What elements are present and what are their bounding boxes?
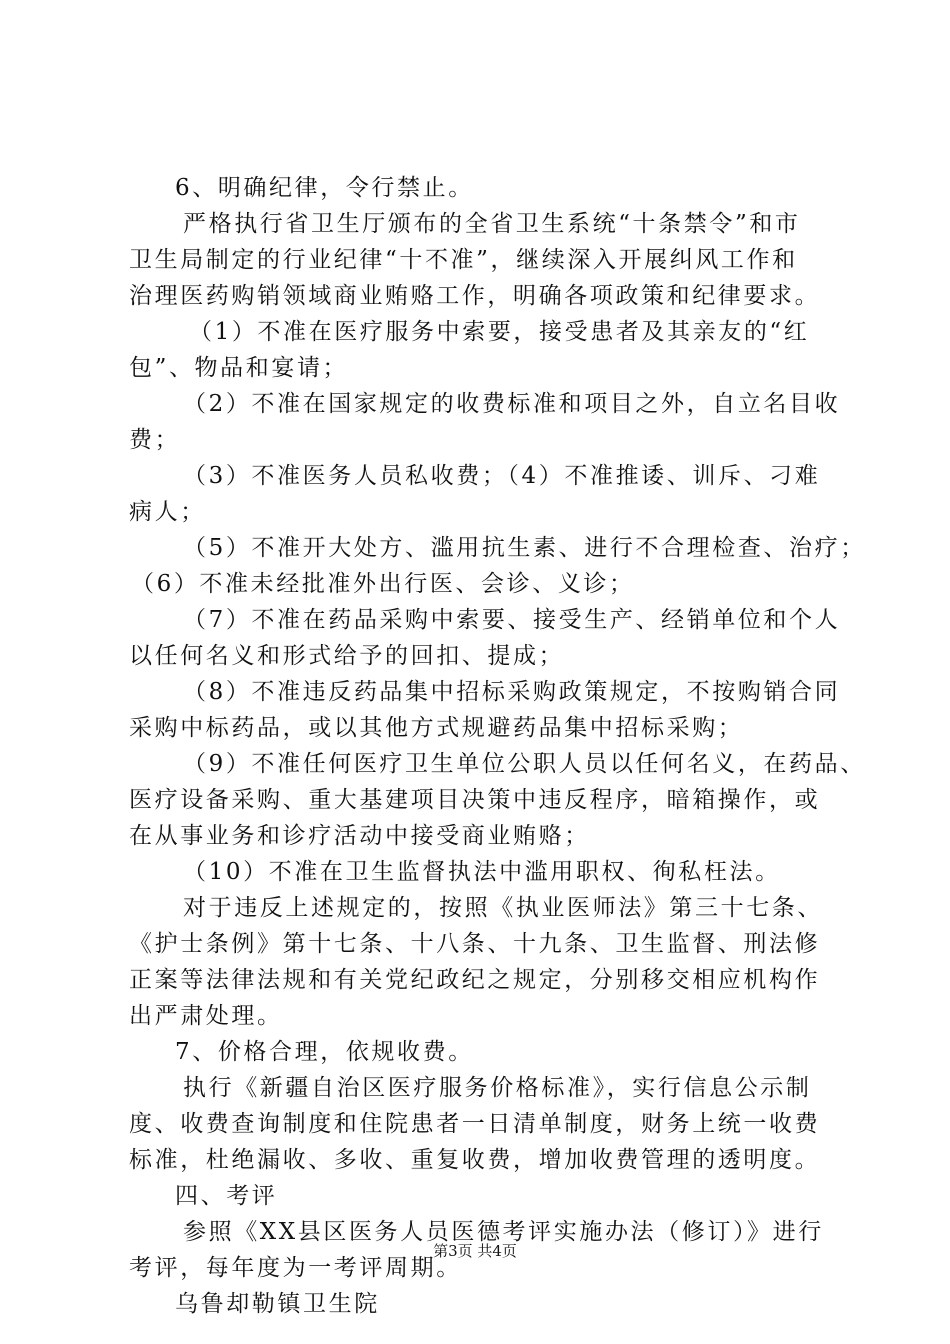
list-item-line: （6）不准未经批准外出行医、会诊、义诊；: [131, 571, 635, 597]
list-item-line: （8）不准违反药品集中招标采购政策规定，不按购销合同: [183, 679, 841, 705]
list-item-line: （3）不准医务人员私收费；（4）不准推诿、训斥、刁难: [183, 463, 821, 489]
list-item-line: 在从事业务和诊疗活动中接受商业贿赂；: [129, 823, 590, 849]
list-item-line: （10）不准在卫生监督执法中滥用职权、徇私枉法。: [183, 859, 781, 885]
signature-line: 乌鲁却勒镇卫生院: [175, 1291, 380, 1317]
list-item-line: 费；: [129, 427, 181, 453]
page-footer: 第3页 共4页: [433, 1242, 517, 1260]
paragraph-line: 标准，杜绝漏收、多收、重复收费，增加收费管理的透明度。: [129, 1147, 821, 1173]
section-heading: 6、明确纪律，令行禁止。: [175, 175, 474, 201]
paragraph-line: 参照《XX县区医务人员医德考评实施办法（修订）》进行: [183, 1219, 824, 1245]
list-item-line: 采购中标药品，或以其他方式规避药品集中招标采购；: [129, 715, 744, 741]
paragraph-line: 对于违反上述规定的，按照《执业医师法》第三十七条、: [183, 895, 823, 921]
list-item-line: 病人；: [129, 499, 206, 525]
list-item-line: （5）不准开大处方、滥用抗生素、进行不合理检查、治疗；: [183, 535, 866, 561]
paragraph-line: 度、收费查询制度和住院患者一日清单制度，财务上统一收费: [129, 1111, 821, 1137]
section-heading: 四、考评: [175, 1183, 278, 1209]
paragraph-line: 严格执行省卫生厅颁布的全省卫生系统“十条禁令”和市: [183, 211, 801, 237]
paragraph-line: 治理医药购销领域商业贿赂工作，明确各项政策和纪律要求。: [129, 283, 821, 309]
paragraph-line: 执行《新疆自治区医疗服务价格标准》，实行信息公示制: [183, 1075, 812, 1101]
section-heading: 7、价格合理，依规收费。: [175, 1039, 474, 1065]
list-item-line: （7）不准在药品采购中索要、接受生产、经销单位和个人: [183, 607, 841, 633]
list-item-line: （9）不准任何医疗卫生单位公职人员以任何名义，在药品、: [183, 751, 866, 777]
paragraph-line: 考评，每年度为一考评周期。: [129, 1255, 462, 1281]
list-item-line: （1）不准在医疗服务中索要，接受患者及其亲友的“红: [189, 319, 810, 345]
paragraph-line: 出严肃处理。: [129, 1003, 283, 1029]
list-item-line: 医疗设备采购、重大基建项目决策中违反程序，暗箱操作，或: [129, 787, 821, 813]
document-body: [129, 170, 866, 1322]
paragraph-line: 正案等法律法规和有关党纪政纪之规定，分别移交相应机构作: [129, 967, 821, 993]
list-item-line: 包”、物品和宴请；: [129, 355, 349, 381]
list-item-line: 以任何名义和形式给予的回扣、提成；: [129, 643, 565, 669]
paragraph-line: 卫生局制定的行业纪律“十不准”，继续深入开展纠风工作和: [129, 247, 798, 273]
paragraph-line: 《护士条例》第十七条、十八条、十九条、卫生监督、刑法修: [129, 931, 821, 957]
list-item-line: （2）不准在国家规定的收费标准和项目之外，自立名目收: [183, 391, 841, 417]
